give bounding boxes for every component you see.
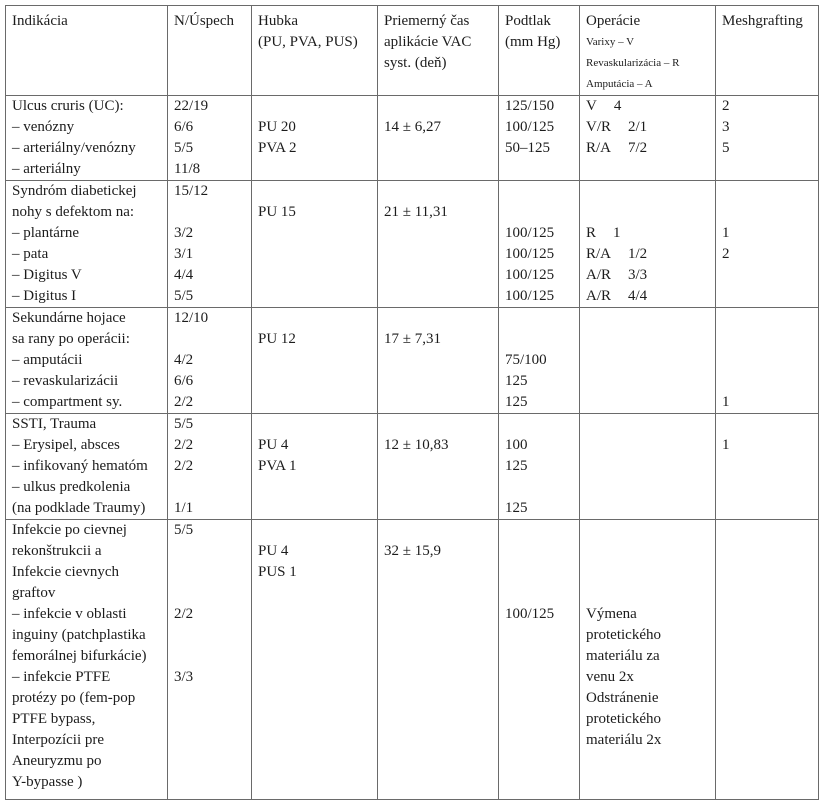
cell-line [505, 202, 579, 223]
operation-code: R [586, 225, 597, 241]
cell-line: PU 4 [258, 437, 289, 453]
cell-line: 6/6 [174, 373, 194, 389]
cell-line: 11/8 [174, 161, 201, 177]
cell-line [258, 181, 377, 202]
cell-line [174, 625, 251, 646]
operation-code: V [586, 98, 597, 114]
cell-line: 15/12 [174, 183, 209, 199]
cell-line: 17 ± 7,31 [384, 331, 441, 347]
cell-line: 5/5 [174, 416, 194, 432]
operacie-legend-line: Revaskularizácia – R [586, 57, 680, 69]
cell-line: – pata [12, 246, 49, 262]
header-cell [499, 6, 580, 96]
cell-line: – venózny [12, 119, 75, 135]
table-row-group [6, 414, 819, 520]
cell-line: 100/125 [505, 225, 555, 241]
cell-line: PU 20 [258, 119, 296, 135]
cell-line: 5/5 [174, 522, 194, 538]
cell-line [722, 202, 818, 223]
table-cell [252, 414, 378, 520]
table-cell [580, 181, 716, 308]
cell-line: PTFE bypass, [12, 711, 96, 727]
cell-line [586, 562, 715, 583]
table-cell [499, 181, 580, 308]
table-cell [6, 308, 168, 414]
table-cell [6, 96, 168, 181]
cell-line: Infekcie cievnych [12, 564, 120, 580]
operation-line [586, 223, 715, 244]
header-line: aplikácie VAC [384, 34, 472, 50]
cell-line: protetického [586, 627, 661, 643]
cell-line: 21 ± 11,31 [384, 204, 448, 220]
cell-line: materiálu 2x [586, 732, 662, 748]
cell-line [174, 562, 251, 583]
cell-line: – infikovaný hematóm [12, 458, 148, 474]
cell-line: 4/4 [174, 267, 194, 283]
cell-line: 22/19 [174, 98, 209, 114]
cell-line: 1 [722, 437, 730, 453]
cell-line: Aneuryzmu po [12, 753, 102, 769]
table-cell [252, 96, 378, 181]
table-cell [378, 308, 499, 414]
cell-line [384, 181, 498, 202]
cell-line [258, 308, 377, 329]
operation-count: 4 [613, 98, 622, 114]
cell-line: 125 [505, 458, 528, 474]
table-cell [716, 181, 819, 308]
header-line: Meshgrafting [722, 13, 803, 29]
table-cell [378, 181, 499, 308]
cell-line [722, 350, 818, 371]
cell-line: PUS 1 [258, 564, 297, 580]
table-cell [168, 414, 252, 520]
cell-line: – arteriálny/venózny [12, 140, 136, 156]
cell-line [586, 520, 715, 541]
header-line: N/Úspech [174, 13, 234, 29]
cell-line: Ulcus cruris (UC): [12, 98, 124, 114]
table-header [6, 6, 819, 96]
cell-line: 2/2 [174, 437, 194, 453]
cell-line: inguiny (patchplastika [12, 627, 146, 643]
cell-line [505, 477, 579, 498]
table-cell [6, 520, 168, 800]
cell-line: 1 [722, 394, 730, 410]
header-cell [6, 6, 168, 96]
cell-line [384, 96, 498, 117]
operacie-legend-line: Amputácia – A [586, 78, 653, 90]
cell-line: materiálu za [586, 648, 660, 664]
cell-line [174, 583, 251, 604]
header-line: Podtlak [505, 13, 551, 29]
cell-line: Y-bypasse ) [12, 774, 83, 790]
cell-line: 3/3 [174, 669, 194, 685]
table-row-group [6, 96, 819, 181]
cell-line: 100/125 [505, 119, 555, 135]
cell-line: 1/1 [174, 500, 194, 516]
cell-line [174, 202, 251, 223]
operation-code: R/A [586, 140, 612, 156]
cell-line: 5 [722, 140, 730, 156]
cell-line: 125 [505, 373, 528, 389]
cell-line: 6/6 [174, 119, 194, 135]
cell-line: 4/2 [174, 352, 194, 368]
operation-count: 1 [613, 225, 621, 241]
cell-line [174, 329, 251, 350]
cell-line: graftov [12, 585, 56, 601]
operation-count: 4/4 [628, 288, 648, 304]
cell-line: 5/5 [174, 140, 194, 156]
header-cell [168, 6, 252, 96]
table-cell [252, 520, 378, 800]
cell-line: sa rany po operácii: [12, 331, 130, 347]
cell-line: 12/10 [174, 310, 209, 326]
cell-line [174, 646, 251, 667]
operation-code: A/R [586, 267, 612, 283]
cell-line: – plantárne [12, 225, 80, 241]
cell-line: 125 [505, 500, 528, 516]
table-row-group [6, 181, 819, 308]
cell-line: protetického [586, 711, 661, 727]
cell-line: 32 ± 15,9 [384, 543, 441, 559]
cell-line: rekonštrukcii a [12, 543, 102, 559]
cell-line: PVA 2 [258, 140, 297, 156]
cell-line [258, 414, 377, 435]
cell-line: Výmena [586, 606, 637, 622]
header-line: Priemerný čas [384, 13, 470, 29]
cell-line [258, 520, 377, 541]
operation-code: R/A [586, 246, 612, 262]
cell-line: 2/2 [174, 458, 194, 474]
cell-line: 3/1 [174, 246, 194, 262]
cell-line [586, 541, 715, 562]
cell-line: Infekcie po cievnej [12, 522, 127, 538]
cell-line: – Digitus I [12, 288, 77, 304]
cell-line: – amputácii [12, 352, 83, 368]
table-header-row [6, 6, 819, 96]
cell-line: 100/125 [505, 606, 555, 622]
cell-line: 2 [722, 246, 730, 262]
table-cell [168, 308, 252, 414]
table-cell [499, 96, 580, 181]
cell-line: 2/2 [174, 606, 194, 622]
cell-line: PU 4 [258, 543, 289, 559]
cell-line [384, 520, 498, 541]
cell-line: 100/125 [505, 246, 555, 262]
cell-line [722, 329, 818, 350]
header-cell [252, 6, 378, 96]
cell-line: femorálnej bifurkácie) [12, 648, 147, 664]
table-cell [252, 308, 378, 414]
cell-line: PU 12 [258, 331, 296, 347]
operation-line [586, 286, 715, 307]
cell-line: Sekundárne hojace [12, 310, 126, 326]
operation-count: 2/1 [628, 119, 648, 135]
cell-line: Odstránenie [586, 690, 659, 706]
cell-line: 14 ± 6,27 [384, 119, 441, 135]
cell-line: (na podklade Traumy) [12, 500, 146, 516]
table-cell [580, 308, 716, 414]
table-cell [378, 520, 499, 800]
table-cell [499, 414, 580, 520]
header-line: (mm Hg) [505, 34, 561, 50]
table-cell [716, 520, 819, 800]
operation-count: 3/3 [628, 267, 648, 283]
cell-line: 100 [505, 437, 528, 453]
cell-line: 75/100 [505, 352, 547, 368]
cell-line [722, 181, 818, 202]
cell-line: 2 [722, 98, 730, 114]
cell-line [586, 583, 715, 604]
table-cell [580, 96, 716, 181]
header-cell [716, 6, 819, 96]
cell-line [505, 181, 579, 202]
cell-line: 3 [722, 119, 730, 135]
cell-line: – revaskularizácii [12, 373, 119, 389]
operation-line [586, 138, 715, 159]
cell-line [505, 414, 579, 435]
cell-line: 3/2 [174, 225, 194, 241]
cell-line: 12 ± 10,83 [384, 437, 449, 453]
operation-line [586, 244, 715, 265]
cell-line: 125 [505, 394, 528, 410]
table-body [6, 96, 819, 800]
operation-count: 7/2 [628, 140, 648, 156]
table-cell [168, 181, 252, 308]
table-row-group [6, 520, 819, 800]
cell-line: Syndróm diabetickej [12, 183, 137, 199]
cell-line: SSTI, Trauma [12, 416, 97, 432]
operation-line [586, 96, 715, 117]
cell-line [505, 520, 579, 541]
table-cell [499, 520, 580, 800]
operation-line [586, 265, 715, 286]
cell-line [174, 477, 251, 498]
header-line: (PU, PVA, PUS) [258, 34, 358, 50]
table-cell [580, 520, 716, 800]
header-cell [378, 6, 499, 96]
cell-line: – infekcie v oblasti [12, 606, 127, 622]
table-cell [168, 520, 252, 800]
operation-count: 1/2 [628, 246, 648, 262]
cell-line [384, 414, 498, 435]
table-cell [716, 414, 819, 520]
cell-line: – Digitus V [12, 267, 82, 283]
cell-line [505, 308, 579, 329]
cell-line: PVA 1 [258, 458, 297, 474]
operation-line [586, 117, 715, 138]
operation-code: V/R [586, 119, 612, 135]
cell-line [586, 202, 715, 223]
table-cell [6, 414, 168, 520]
operation-code: A/R [586, 288, 612, 304]
cell-line: venu 2x [586, 669, 634, 685]
cell-line [505, 541, 579, 562]
cell-line: 1 [722, 225, 730, 241]
cell-line [384, 308, 498, 329]
cell-line: nohy s defektom na: [12, 204, 135, 220]
cell-line: protézy po (fem-pop [12, 690, 136, 706]
cell-line: 2/2 [174, 394, 194, 410]
cell-line: 100/125 [505, 267, 555, 283]
cell-line: – ulkus predkolenia [12, 479, 131, 495]
header-line: Hubka [258, 13, 298, 29]
table-cell [580, 414, 716, 520]
cell-line [258, 96, 377, 117]
header-line: Operácie [586, 13, 641, 29]
cell-line [722, 371, 818, 392]
cell-line: 100/125 [505, 288, 555, 304]
header-cell [580, 6, 716, 96]
cell-line: – compartment sy. [12, 394, 123, 410]
cell-line: 5/5 [174, 288, 194, 304]
table-cell [6, 181, 168, 308]
cell-line [174, 541, 251, 562]
cell-line [505, 583, 579, 604]
cell-line: PU 15 [258, 204, 296, 220]
header-line: syst. (deň) [384, 55, 447, 71]
cell-line [505, 329, 579, 350]
cell-line: 125/150 [505, 98, 555, 114]
cell-line: 50–125 [505, 140, 550, 156]
table-cell [252, 181, 378, 308]
vac-indications-table [5, 5, 819, 800]
cell-line [722, 414, 818, 435]
operacie-legend-line: Varixy – V [586, 36, 635, 48]
cell-line: – Erysipel, absces [12, 437, 120, 453]
cell-line: – infekcie PTFE [12, 669, 111, 685]
cell-line [586, 181, 715, 202]
cell-line [722, 308, 818, 329]
table-cell [378, 96, 499, 181]
header-line: Indikácia [12, 13, 68, 29]
table-cell [499, 308, 580, 414]
cell-line [505, 562, 579, 583]
table-row-group [6, 308, 819, 414]
table-cell [378, 414, 499, 520]
cell-line: – arteriálny [12, 161, 81, 177]
cell-line: Interpozícii pre [12, 732, 105, 748]
table-cell [716, 308, 819, 414]
table-cell [716, 96, 819, 181]
table-cell [168, 96, 252, 181]
